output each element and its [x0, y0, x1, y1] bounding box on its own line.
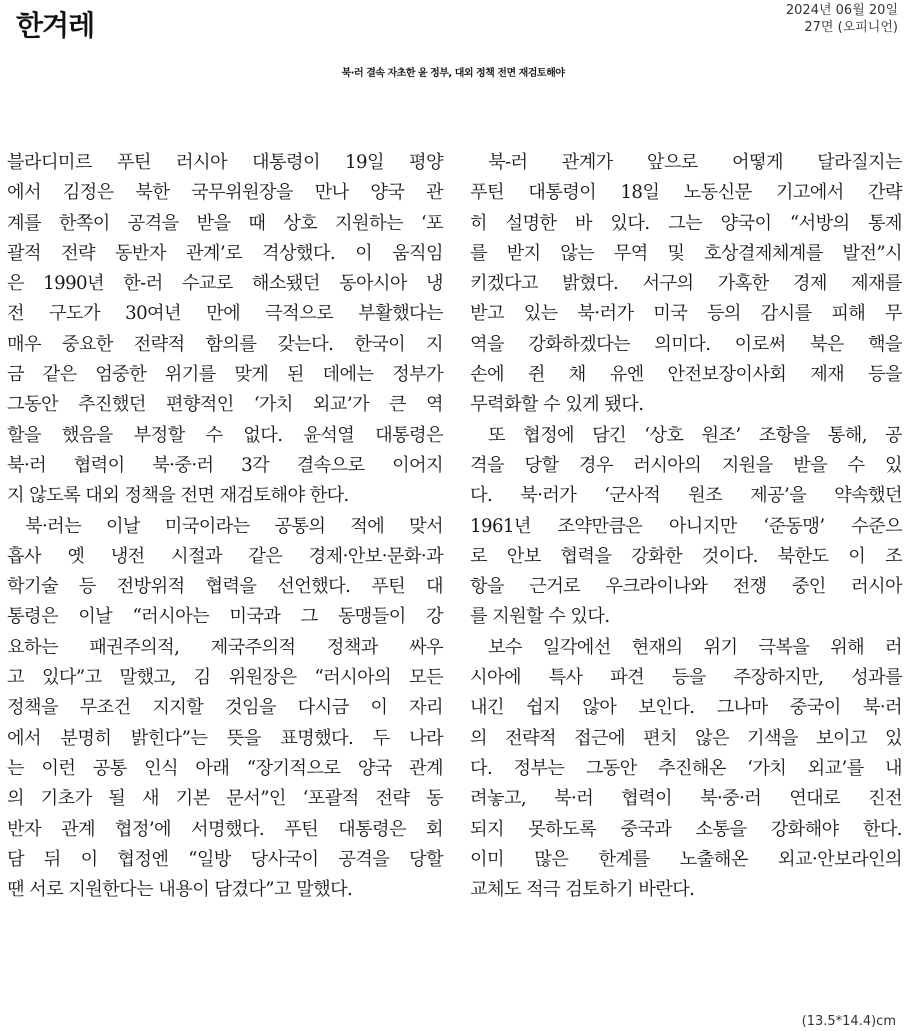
text-line: 푸틴 대통령이 18일 노동신문 기고에서 간략 [470, 182, 902, 204]
newspaper-logo: 한겨레 [16, 9, 95, 42]
editorial-headline: 북·러 결속 자초한 윤 정부, 대외 정책 전면 재검토해야 [341, 68, 565, 79]
text-line: 담 뒤 이 협정엔 “일방 당사국이 공격을 당할 [7, 848, 443, 870]
page-section: 27면 (오피니언) [804, 20, 898, 35]
text-line: 북·러 협력이 북·중·러 3각 결속으로 이어지 [7, 454, 443, 476]
text-line: 에서 김정은 북한 국무위원장을 만나 양국 관 [7, 182, 443, 204]
text-line: 격을 당할 경우 러시아의 지원을 받을 수 있 [470, 454, 902, 476]
text-line: 정책을 무조건 지지할 것임을 다시금 이 자리 [7, 697, 443, 719]
text-line: 시아에 특사 파견 등을 주장하지만, 성과를 [470, 667, 902, 689]
text-line: 1961년 조약만큼은 아니지만 ‘준동맹’ 수준으 [470, 515, 902, 537]
text-line: 무력화할 수 있게 됐다. [470, 394, 644, 416]
text-line: 려놓고, 북·러 협력이 북·중·러 연대로 진전 [470, 788, 902, 810]
paragraph-start-line: 보수 일각에선 현재의 위기 극복을 위해 러 [488, 636, 902, 658]
text-line: 계를 한쪽이 공격을 받을 때 상호 지원하는 ‘포 [7, 212, 443, 234]
paragraph-start-line: 북·러는 이날 미국이라는 공통의 적에 맞서 [25, 515, 443, 537]
paragraph-start-line: 또 협정에 담긴 ‘상호 원조’ 조항을 통해, 공 [488, 424, 902, 446]
text-line: 다. 정부는 그동안 추진해온 ‘가치 외교’를 내 [470, 757, 902, 779]
text-line: 를 받지 않는 무역 및 호상결제체계를 발전”시 [470, 242, 902, 264]
text-line: 다. 북·러가 ‘군사적 원조 제공’을 약속했던 [470, 485, 902, 507]
text-line: 로 안보 협력을 강화한 것이다. 북한도 이 조 [470, 545, 902, 567]
article-column-left [7, 148, 443, 905]
text-line: 요하는 패권주의적, 제국주의적 정책과 싸우 [7, 636, 443, 658]
text-line: 할을 했음을 부정할 수 없다. 윤석열 대통령은 [7, 424, 443, 446]
article-size-note: (13.5*14.4)cm [801, 1014, 896, 1029]
text-line: 키겠다고 밝혔다. 서구의 가혹한 경제 제재를 [470, 273, 902, 295]
text-line: 교체도 적극 검토하기 바란다. [470, 879, 695, 901]
text-line: 에서 분명히 밝힌다”는 뜻을 표명했다. 두 나라 [7, 727, 443, 749]
text-line: 블라디미르 푸틴 러시아 대통령이 19일 평양 [7, 152, 443, 173]
text-line: 받고 있는 북·러가 미국 등의 감시를 피해 무 [470, 303, 902, 325]
publication-date: 2024년 06월 20일 [785, 3, 898, 18]
text-line: 고 있다”고 말했고, 김 위원장은 “러시아의 모든 [7, 667, 443, 689]
text-line: 그동안 추진했던 편향적인 ‘가치 외교’가 큰 역 [7, 394, 443, 416]
article-column-right [470, 148, 902, 905]
text-line: 역을 강화하겠다는 의미다. 이로써 북은 핵을 [470, 333, 902, 355]
text-line: 전 구도가 30여년 만에 극적으로 부활했다는 [7, 303, 443, 325]
paragraph-start-line: 북-러 관계가 앞으로 어떻게 달라질지는 [488, 152, 902, 173]
publication-meta [786, 2, 898, 36]
text-line: 손에 쥔 채 유엔 안전보장이사회 제재 등을 [470, 364, 902, 386]
text-line: 반자 관계 협정’에 서명했다. 푸틴 대통령은 회 [7, 818, 443, 840]
text-line: 의 전략적 접근에 편치 않은 기색을 보이고 있 [470, 727, 902, 749]
text-line: 괄적 전략 동반자 관계’로 격상했다. 이 움직임 [7, 242, 443, 264]
text-line: 히 설명한 바 있다. 그는 양국이 “서방의 통제 [470, 212, 902, 234]
text-line: 매우 중요한 전략적 함의를 갖는다. 한국이 지 [7, 333, 443, 355]
text-line: 땐 서로 지원한다는 내용이 담겼다”고 말했다. [7, 879, 353, 901]
text-line: 흡사 옛 냉전 시절과 같은 경제·안보·문화·과 [7, 545, 443, 567]
text-line: 은 1990년 한-러 수교로 해소됐던 동아시아 냉 [7, 273, 443, 295]
text-line: 되지 못하도록 중국과 소통을 강화해야 한다. [470, 818, 902, 840]
text-line: 통령은 이날 “러시아는 미국과 그 동맹들이 강 [7, 606, 443, 628]
text-line: 학기술 등 전방위적 협력을 선언했다. 푸틴 대 [7, 576, 443, 598]
text-line: 는 이런 공통 인식 아래 “장기적으로 양국 관계 [7, 757, 443, 779]
text-line: 내긴 쉽지 않아 보인다. 그나마 중국이 북·러 [470, 697, 902, 719]
text-line: 의 기초가 될 새 기본 문서”인 ‘포괄적 전략 동 [7, 788, 443, 810]
text-line: 를 지원할 수 있다. [470, 606, 610, 628]
text-line: 금 같은 엄중한 위기를 맞게 된 데에는 정부가 [7, 364, 443, 386]
text-line: 항을 근거로 우크라이나와 전쟁 중인 러시아 [470, 576, 902, 598]
text-line: 지 않도록 대외 정책을 전면 재검토해야 한다. [7, 485, 349, 507]
text-line: 이미 많은 한계를 노출해온 외교·안보라인의 [470, 848, 902, 870]
